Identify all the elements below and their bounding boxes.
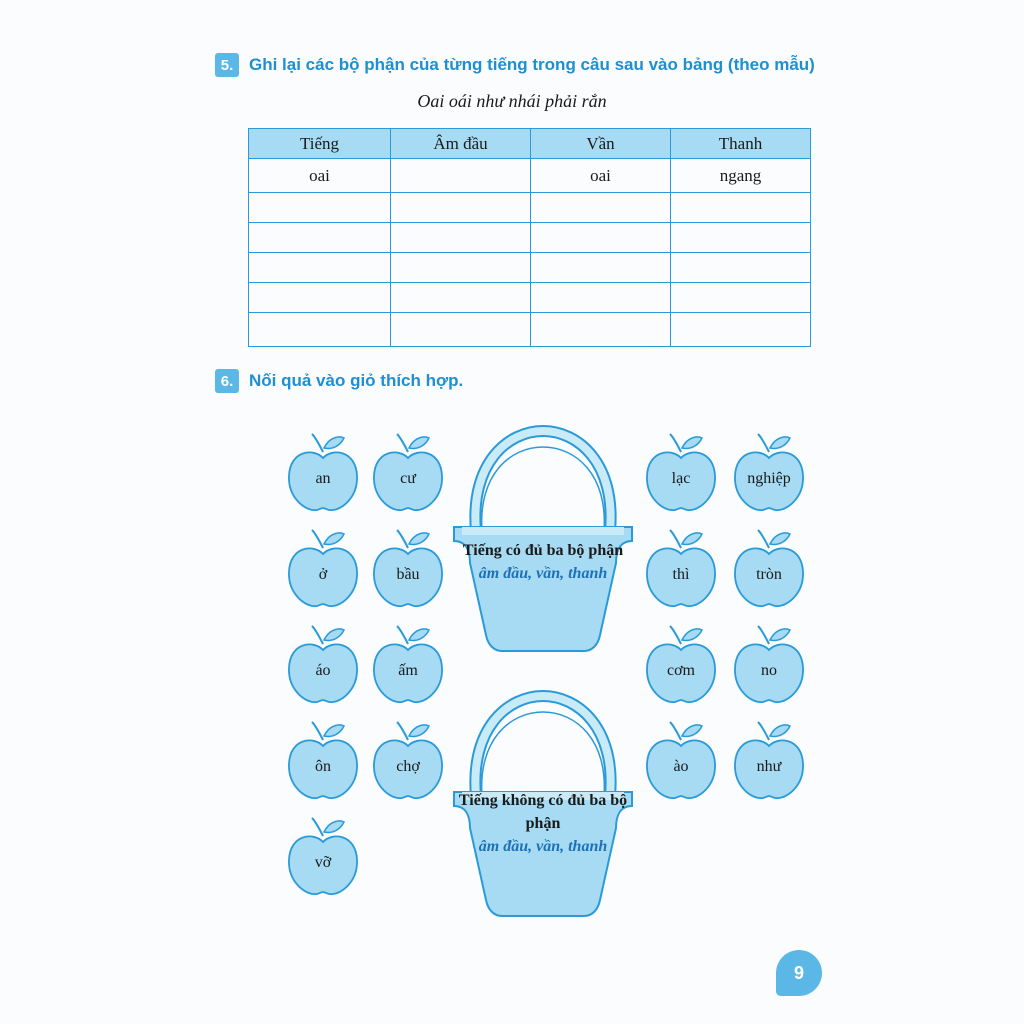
apple-label: no: [761, 662, 777, 679]
exercise-6-heading: [215, 369, 463, 393]
apple-label: cơm: [666, 662, 695, 679]
apple-label: chợ: [396, 758, 420, 775]
basket-icon: [448, 423, 638, 653]
table-header-row: [249, 129, 811, 159]
table-cell[interactable]: [249, 253, 391, 283]
exercise-6-number: 6.: [215, 369, 239, 393]
table-cell[interactable]: [531, 313, 671, 347]
table-cell[interactable]: [249, 223, 391, 253]
apple-label: lạc: [671, 470, 691, 487]
exercise-5-title: Ghi lại các bộ phận của từng tiếng trong câu sau vào bảng (theo mẫu): [249, 55, 815, 74]
header-van: Vần: [531, 129, 671, 159]
apple-nghiep[interactable]: [730, 430, 808, 514]
syllable-parts-table: [248, 128, 811, 347]
table-cell[interactable]: ngang: [671, 159, 811, 193]
table-cell[interactable]: [391, 313, 531, 347]
table-cell[interactable]: [249, 193, 391, 223]
header-thanh: Thanh: [671, 129, 811, 159]
exercise-5-heading: [215, 53, 815, 77]
table-row: [249, 193, 811, 223]
table-cell[interactable]: oai: [531, 159, 671, 193]
table-cell[interactable]: [531, 193, 671, 223]
table-cell[interactable]: [391, 159, 531, 193]
apple-label: ôn: [315, 758, 331, 775]
apple-label: ở: [318, 566, 328, 583]
example-sentence: Oai oái như nhái phải rắn: [417, 91, 607, 111]
table-cell[interactable]: [391, 193, 531, 223]
apple-bau[interactable]: [369, 526, 447, 610]
apple-ao-2[interactable]: [642, 718, 720, 802]
header-tieng: Tiếng: [249, 129, 391, 159]
table-cell[interactable]: [671, 313, 811, 347]
apple-label: tròn: [756, 566, 782, 583]
table-row: [249, 283, 811, 313]
table-row: [249, 253, 811, 283]
apple-an[interactable]: [284, 430, 362, 514]
basket-full-parts-label: [458, 539, 628, 585]
apple-label: vỡ: [314, 854, 332, 871]
table-cell[interactable]: [391, 253, 531, 283]
apple-vo[interactable]: [284, 814, 362, 898]
page-number: 9: [776, 950, 822, 996]
table-cell[interactable]: [391, 283, 531, 313]
table-row: [249, 313, 811, 347]
apple-o[interactable]: [284, 526, 362, 610]
apple-label: an: [315, 470, 331, 487]
basket-subtitle: âm đầu, vần, thanh: [478, 565, 608, 582]
table-cell[interactable]: [671, 223, 811, 253]
table-row: [249, 159, 811, 193]
table-cell[interactable]: [671, 253, 811, 283]
header-am-dau: Âm đầu: [391, 129, 531, 159]
apple-label: áo: [315, 662, 331, 679]
apple-am[interactable]: [369, 622, 447, 706]
basket-missing-parts-label: [458, 789, 628, 858]
table-cell[interactable]: [531, 253, 671, 283]
basket-title: Tiếng không có đủ ba bộ phận: [458, 792, 628, 832]
basket-title: Tiếng có đủ ba bộ phận: [462, 542, 624, 559]
exercise-6-title: Nối quả vào giỏ thích hợp.: [249, 371, 464, 390]
apple-com[interactable]: [642, 622, 720, 706]
apple-nhu[interactable]: [730, 718, 808, 802]
table-cell[interactable]: [391, 223, 531, 253]
apple-tron[interactable]: [730, 526, 808, 610]
apple-no[interactable]: [730, 622, 808, 706]
apple-cho[interactable]: [369, 718, 447, 802]
table-cell[interactable]: [249, 313, 391, 347]
table-cell[interactable]: [671, 283, 811, 313]
apple-cu[interactable]: [369, 430, 447, 514]
apple-label: nghiệp: [747, 470, 791, 487]
table-cell[interactable]: [531, 223, 671, 253]
apple-lac[interactable]: [642, 430, 720, 514]
apple-on[interactable]: [284, 718, 362, 802]
table-cell[interactable]: [531, 283, 671, 313]
exercise-5-number: 5.: [215, 53, 239, 77]
basket-full-parts[interactable]: [448, 423, 638, 653]
table-row: [249, 223, 811, 253]
table-cell[interactable]: [249, 283, 391, 313]
basket-missing-parts[interactable]: [448, 688, 638, 918]
table-cell[interactable]: [671, 193, 811, 223]
apple-label: bầu: [396, 566, 420, 583]
apple-label: thì: [672, 566, 690, 583]
apple-label: ấm: [398, 662, 418, 679]
apple-ao[interactable]: [284, 622, 362, 706]
table-cell[interactable]: oai: [249, 159, 391, 193]
apple-label: ào: [673, 758, 689, 775]
apple-thi[interactable]: [642, 526, 720, 610]
apple-label: cư: [400, 470, 416, 487]
basket-subtitle: âm đầu, vần, thanh: [478, 838, 608, 855]
apple-label: như: [756, 758, 782, 775]
